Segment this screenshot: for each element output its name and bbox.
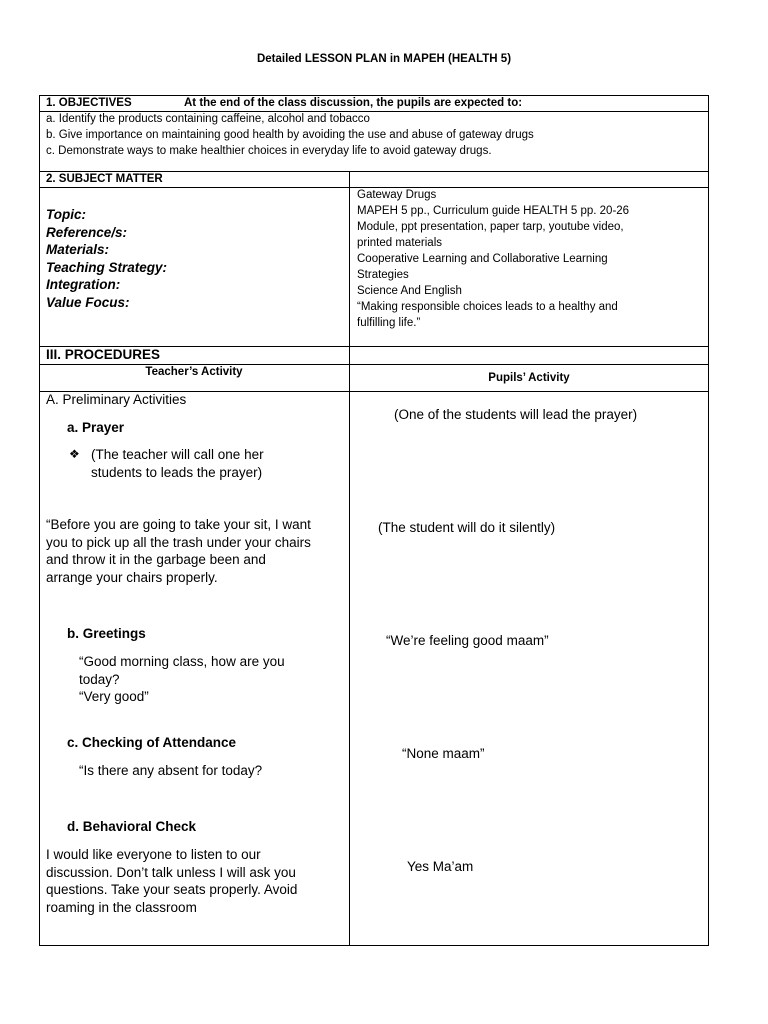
behavioral-text: questions. Take your seats properly. Avoid	[46, 882, 298, 897]
objective-item: a. Identify the products containing caffeine, alcohol and tobacco	[46, 113, 370, 125]
greetings-heading: b. Greetings	[67, 626, 146, 641]
subject-label-value-focus: Value Focus:	[46, 294, 130, 310]
subject-value: fulfilling life.”	[357, 317, 421, 329]
column-divider	[349, 171, 350, 946]
trash-instruction: you to pick up all the trash under your chairs	[46, 534, 311, 550]
subject-label-materials: Materials:	[46, 242, 110, 257]
attendance-text: “Is there any absent for today?	[79, 763, 263, 778]
subject-matter-heading: 2. SUBJECT MATTER	[46, 173, 163, 185]
subject-value: MAPEH 5 pp., Curriculum guide HEALTH 5 pp. 20-26	[357, 205, 630, 217]
pupil-prayer-response: (One of the students will lead the prayer)	[394, 407, 638, 422]
subject-label-strategy: Teaching Strategy:	[46, 259, 168, 275]
preliminary-activities: A. Preliminary Activities	[46, 392, 187, 407]
pupil-activity-header: Pupils’ Activity	[488, 372, 570, 384]
trash-instruction: arrange your chairs properly.	[46, 569, 218, 585]
subject-label-references: Reference/s:	[46, 224, 128, 240]
subject-label-topic: Topic:	[46, 207, 86, 222]
behavioral-text: I would like everyone to listen to our	[46, 847, 261, 862]
trash-instruction: and throw it in the garbage been and	[46, 552, 266, 567]
objectives-heading: 1. OBJECTIVES	[46, 97, 132, 109]
document-title: Detailed LESSON PLAN in MAPEH (HEALTH 5)	[256, 53, 512, 65]
bullet-icon: ❖	[69, 447, 80, 461]
pupil-trash-response: (The student will do it silently)	[378, 520, 556, 535]
subject-value: Science And English	[357, 285, 462, 297]
objective-item: b. Give importance on maintaining good health by avoiding the use and abuse of gateway drugs	[46, 129, 534, 141]
subject-value: Module, ppt presentation, paper tarp, youtube video,	[357, 221, 624, 233]
trash-instruction: “Before you are going to take your sit, I want	[46, 517, 311, 532]
teacher-activity-header: Teacher’s Activity	[145, 366, 243, 378]
behavioral-text: discussion. Don’t talk unless I will ask you	[46, 864, 296, 880]
subject-value: printed materials	[357, 237, 443, 249]
attendance-heading: c. Checking of Attendance	[67, 735, 237, 750]
pupil-behavioral-response: Yes Ma’am	[407, 859, 474, 874]
subject-label-integration: Integration:	[46, 277, 121, 292]
greetings-text: today?	[79, 671, 120, 687]
prayer-text: students to leads the prayer)	[91, 464, 263, 480]
subject-value: Cooperative Learning and Collaborative Learning	[357, 253, 608, 265]
prayer-text: (The teacher will call one her	[91, 447, 264, 462]
subject-value: Gateway Drugs	[357, 189, 437, 201]
pupil-attendance-response: “None maam”	[402, 746, 485, 761]
prayer-heading: a. Prayer	[67, 420, 125, 435]
objectives-intro: At the end of the class discussion, the pupils are expected to:	[184, 97, 523, 109]
procedures-heading: III. PROCEDURES	[46, 347, 161, 362]
behavioral-text: roaming in the classroom	[46, 899, 197, 915]
subject-value: Strategies	[357, 269, 409, 281]
behavioral-check-heading: d. Behavioral Check	[67, 819, 197, 834]
pupil-greetings-response: “We’re feeling good maam”	[386, 633, 549, 648]
greetings-text: “Good morning class, how are you	[79, 654, 285, 669]
subject-value: “Making responsible choices leads to a healthy and	[357, 301, 618, 313]
objective-item: c. Demonstrate ways to make healthier choices in everyday life to avoid gateway drugs.	[46, 145, 492, 157]
greetings-text: “Very good”	[79, 689, 149, 704]
